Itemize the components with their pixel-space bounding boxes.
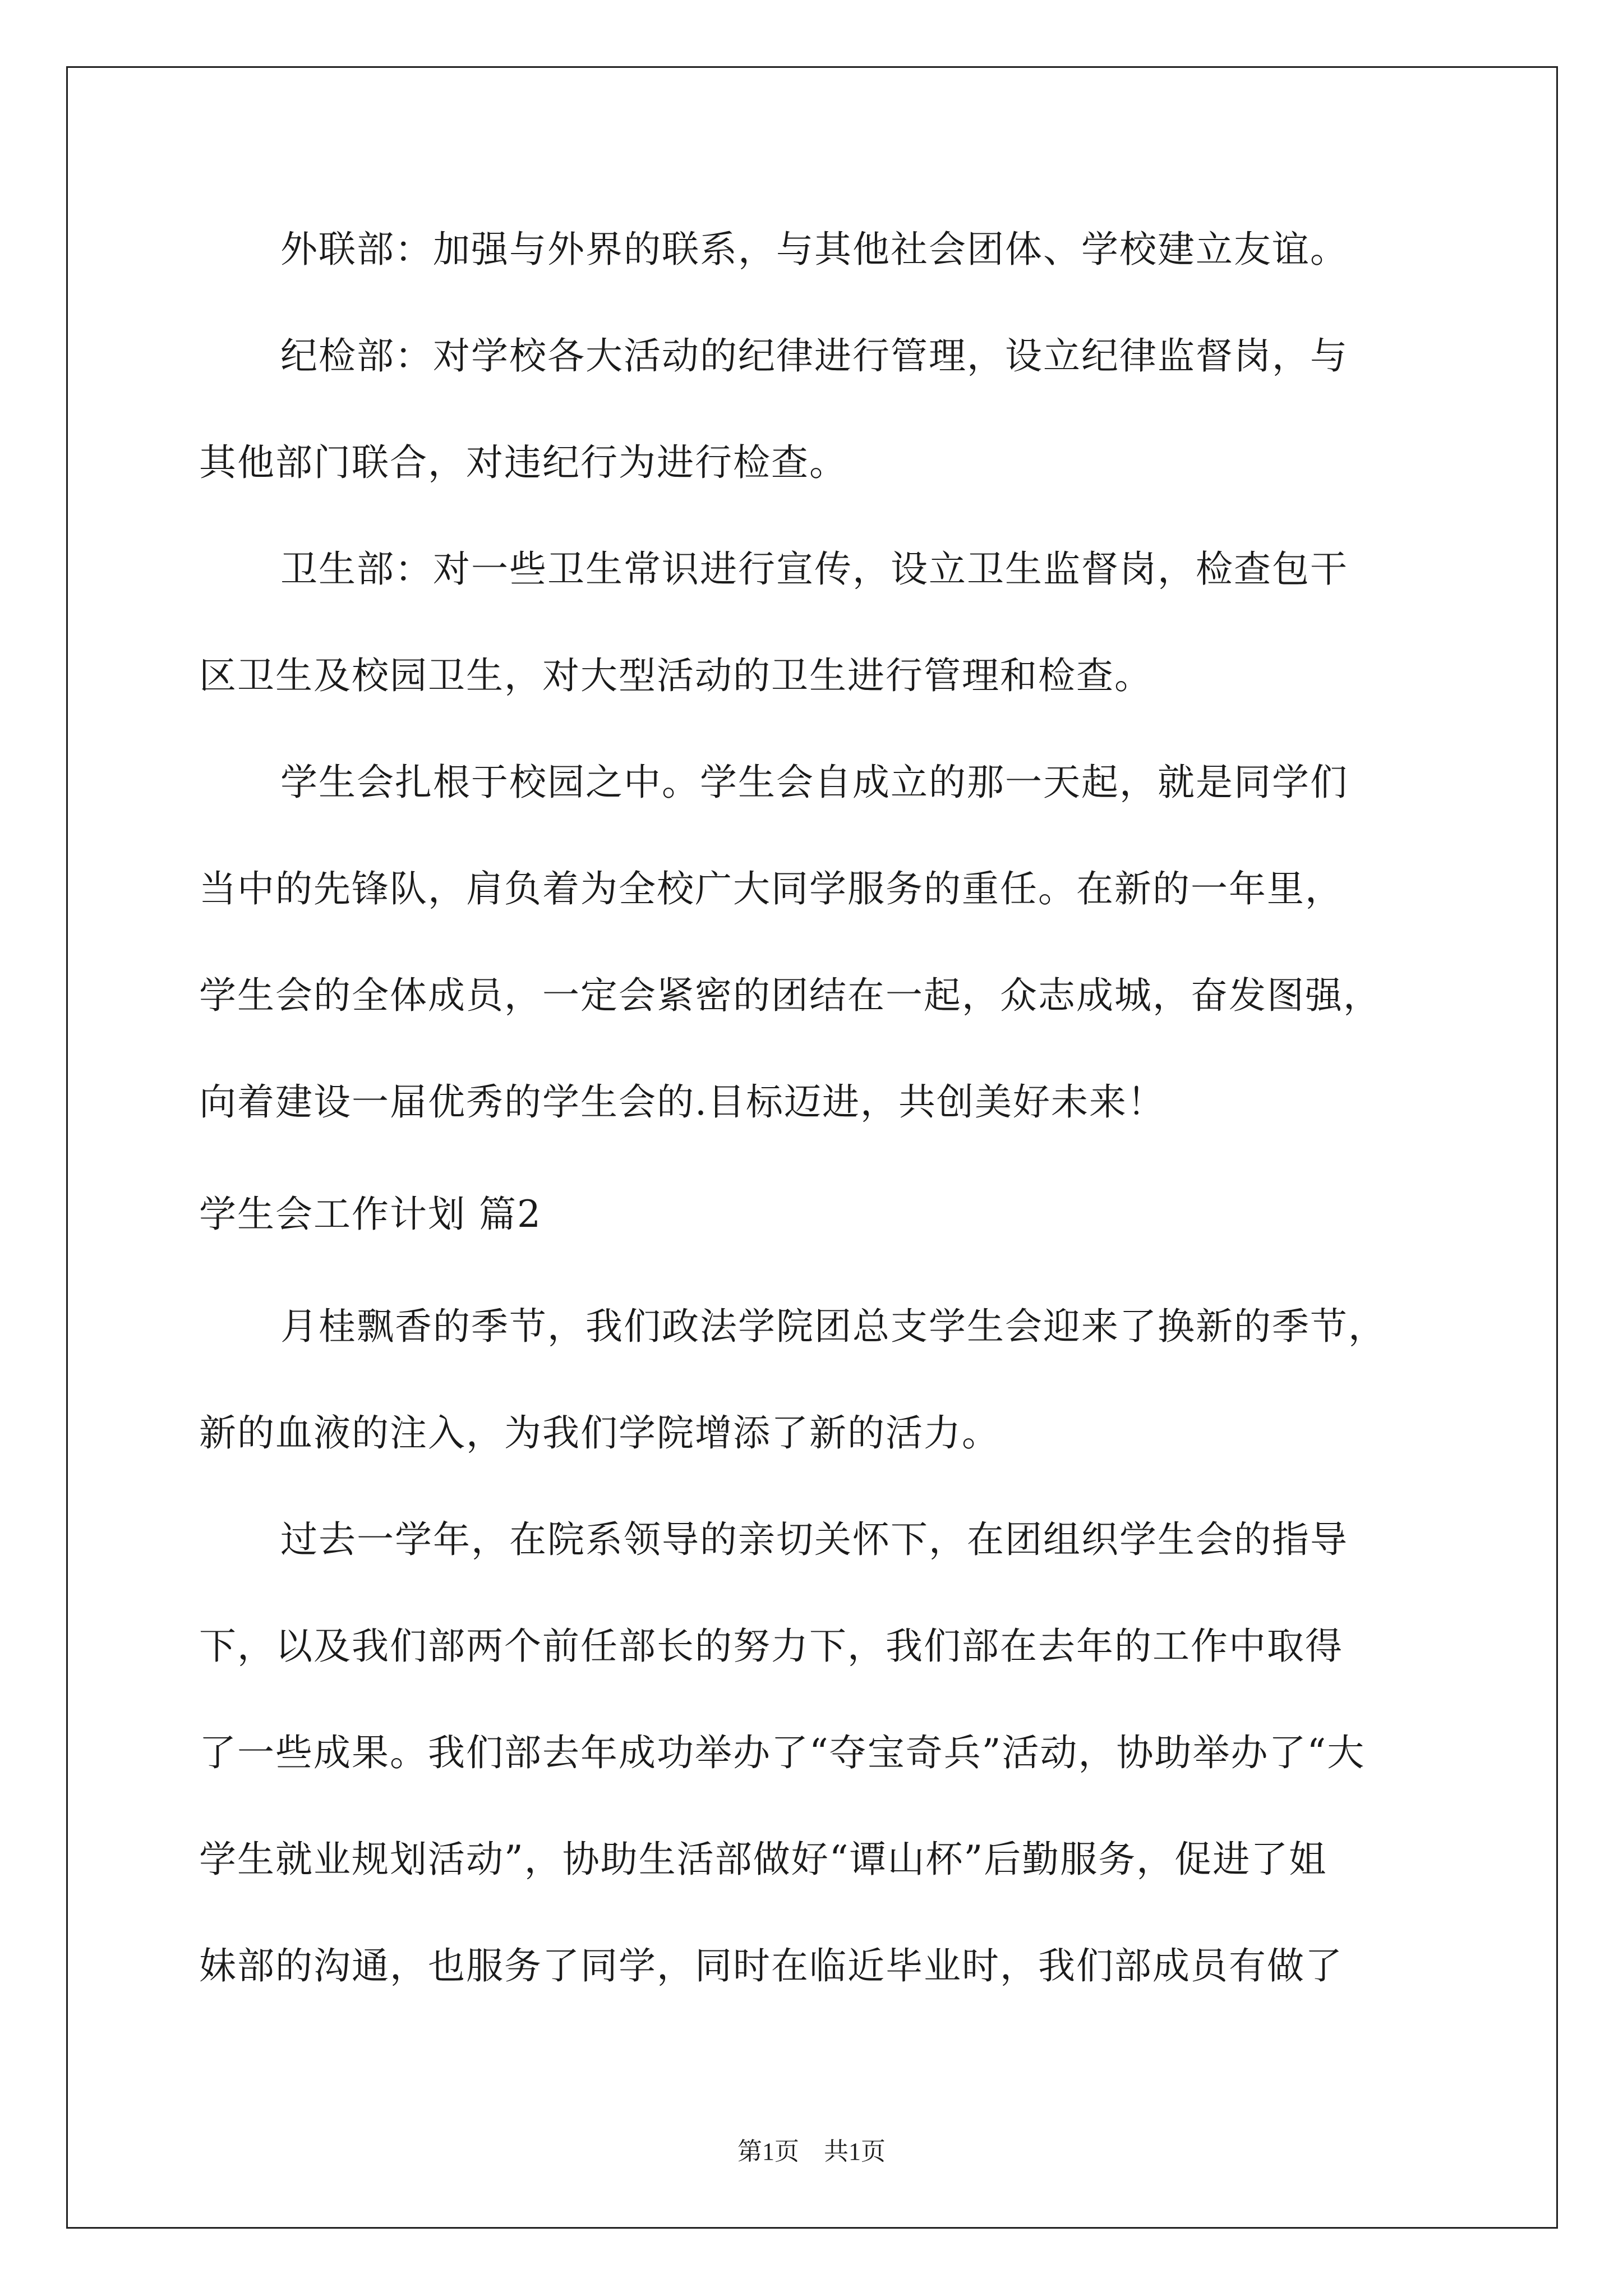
paragraph-line: 学生会的全体成员，一定会紧密的团结在一起，众志成城，奋发图强， bbox=[199, 974, 1381, 1017]
page-footer: 第1页 共1页 bbox=[737, 2138, 886, 2165]
page-frame bbox=[66, 66, 1558, 2229]
paragraph-line: 下，以及我们部两个前任部长的努力下，我们部在去年的工作中取得 bbox=[199, 1625, 1343, 1668]
paragraph-line: 当中的先锋队，肩负着为全校广大同学服务的重任。在新的一年里， bbox=[199, 867, 1343, 910]
paragraph-line: 新的血液的注入，为我们学院增添了新的活力。 bbox=[199, 1411, 1000, 1455]
paragraph-line: 纪检部：对学校各大活动的纪律进行管理，设立纪律监督岗，与 bbox=[280, 334, 1348, 378]
paragraph-line: 外联部：加强与外界的联系，与其他社会团体、学校建立友谊。 bbox=[280, 228, 1348, 271]
paragraph-line: 其他部门联合，对违纪行为进行检查。 bbox=[199, 441, 847, 484]
paragraph-line: 月桂飘香的季节，我们政法学院团总支学生会迎来了换新的季节， bbox=[280, 1305, 1386, 1348]
paragraph-line: 妹部的沟通，也服务了同学，同时在临近毕业时，我们部成员有做了 bbox=[199, 1944, 1343, 1987]
paragraph-line: 学生会扎根于校园之中。学生会自成立的那一天起，就是同学们 bbox=[280, 761, 1348, 804]
paragraph-line: 过去一学年，在院系领导的亲切关怀下，在团组织学生会的指导 bbox=[280, 1518, 1348, 1561]
paragraph-line: 了一些成果。我们部去年成功举办了“夺宝奇兵”活动，协助举办了“大 bbox=[199, 1731, 1366, 1774]
paragraph-line: 区卫生及校园卫生，对大型活动的卫生进行管理和检查。 bbox=[199, 654, 1152, 697]
paragraph-line: 卫生部：对一些卫生常识进行宣传，设立卫生监督岗，检查包干 bbox=[280, 547, 1348, 591]
paragraph-line: 向着建设一届优秀的学生会的.目标迈进，共创美好未来！ bbox=[199, 1080, 1165, 1124]
section-heading: 学生会工作计划 篇2 bbox=[199, 1193, 542, 1236]
paragraph-line: 学生就业规划活动”，协助生活部做好“谭山杯”后勤服务，促进了姐 bbox=[199, 1838, 1327, 1881]
